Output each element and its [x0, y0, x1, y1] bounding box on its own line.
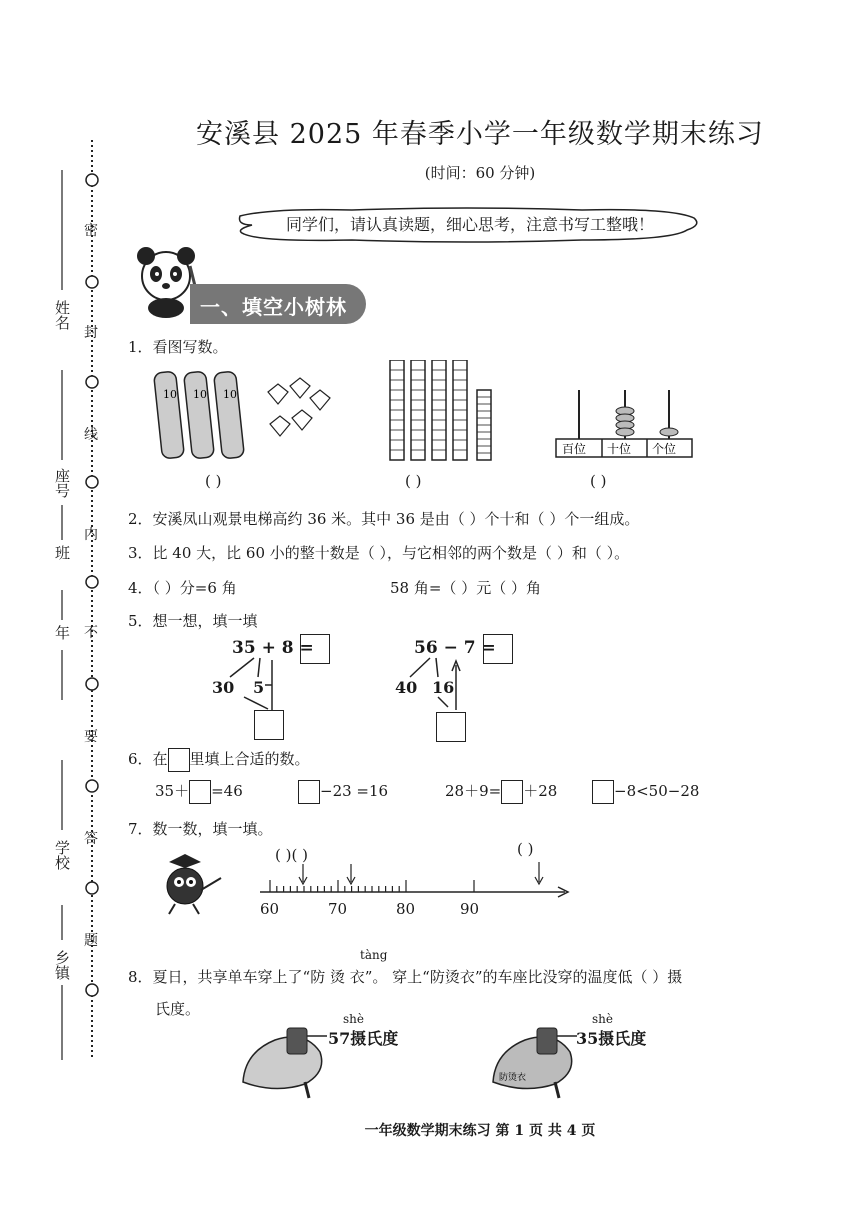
tube-label: 10 [193, 388, 207, 401]
time-limit: (时间：60 分钟) [424, 164, 536, 182]
q1-answer-blank[interactable]: ( ) [405, 472, 422, 490]
q6-item [155, 780, 243, 804]
section-heading [190, 284, 366, 324]
place-hundreds: 百位 [562, 442, 587, 456]
township-label: 乡镇 [53, 950, 71, 980]
q5-eq1: 35 + 8 = [232, 638, 314, 658]
seal-char: 线 [84, 427, 98, 443]
cube-rods-figure [385, 360, 495, 464]
q5-eq2-split-a: 40 [395, 678, 418, 697]
q6-prompt [128, 748, 310, 772]
page-footer: 一年级数学期末练习 第 1 页 共 4 页 [364, 1123, 596, 1139]
badminton-tubes-figure [150, 362, 350, 462]
q3-text[interactable]: 3．比 40 大，比 60 小的整十数是（ ），与它相邻的两个数是（ ）和（ ）。 [128, 544, 630, 562]
grade-label: 年 [53, 625, 71, 640]
class-label: 班 [53, 545, 71, 560]
q6-answer-box[interactable] [298, 780, 320, 804]
q2-text[interactable]: 2．安溪凤山观景电梯高约 36 米。其中 36 是由（ ）个十和（ ）个一组成。 [128, 510, 640, 528]
q6-item [445, 780, 557, 804]
pinyin-she: shè [343, 1012, 364, 1026]
temperature-with-cover: 35摄氏度 [576, 1029, 647, 1048]
q1-answer-blank[interactable]: ( ) [205, 472, 222, 490]
q6-answer-box[interactable] [189, 780, 211, 804]
q6-prompt-pre: 6．在 [128, 750, 168, 768]
tick-label: 90 [460, 900, 480, 918]
tick-label: 70 [328, 900, 348, 918]
q6-item-post: −8<50−28 [614, 782, 700, 800]
seal-char: 密 [84, 223, 98, 239]
q6-item-post: ＋28 [523, 782, 558, 800]
q6-item-pre: 35＋ [155, 782, 190, 800]
seal-char: 答 [84, 831, 98, 847]
q4-part2[interactable]: 58 角=（ ）元（ ）角 [390, 579, 541, 597]
name-label: 姓名 [53, 300, 71, 330]
seal-char: 要 [84, 729, 98, 745]
seat-cover-label: 防烫衣 [499, 1073, 527, 1083]
q1-prompt: 1．看图写数。 [128, 338, 228, 356]
cartoon-teacher-icon [155, 848, 223, 920]
place-ones: 个位 [652, 442, 677, 456]
section-title: 一、填空小树林 [200, 295, 347, 319]
seat-number-label: 座号 [53, 468, 71, 498]
page-title: 安溪县 2025 年春季小学一年级数学期末练习 [196, 119, 764, 150]
school-label: 学校 [53, 840, 71, 870]
q1-answer-blank[interactable]: ( ) [590, 472, 607, 490]
tick-label: 60 [260, 900, 280, 918]
q7-prompt: 7．数一数，填一填。 [128, 820, 273, 838]
q5-eq1-split-a: 30 [212, 678, 235, 697]
seal-char: 不 [84, 625, 98, 641]
q5-eq2-branches [390, 655, 500, 715]
tick-label: 80 [396, 900, 416, 918]
place-tens: 十位 [607, 442, 632, 456]
q5-eq1-split-b: 5 [253, 678, 265, 697]
q5-prompt: 5．想一想，填一填 [128, 612, 258, 630]
q5-eq2-middle-box[interactable] [436, 712, 466, 742]
q8-line1[interactable]: 8．夏日，共享单车穿上了“防 烫 衣”。 穿上“防烫衣”的车座比没穿的温度低（ ）摄 [128, 968, 683, 986]
seal-char: 内 [84, 527, 98, 543]
q6-item [298, 780, 388, 804]
tube-label: 10 [223, 388, 237, 401]
pinyin-tang: tàng [360, 948, 388, 962]
q5-eq2-split-b: 16 [432, 678, 455, 697]
pinyin-she: shè [592, 1012, 613, 1026]
q6-prompt-post: 里填上合适的数。 [189, 750, 310, 768]
seal-char: 题 [84, 933, 98, 949]
number-line [255, 862, 575, 902]
q5-eq1-branches [200, 655, 310, 715]
q7-blank-pair[interactable]: ( )( ) [275, 846, 308, 864]
bike-seat-figure [235, 1022, 335, 1100]
q6-item-post: =46 [211, 782, 243, 800]
q7-blank-single[interactable]: ( ) [517, 840, 534, 858]
q6-answer-box[interactable] [592, 780, 614, 804]
q6-example-box [168, 748, 190, 772]
tube-label: 10 [163, 388, 177, 401]
q6-item-pre: 28＋9= [445, 782, 502, 800]
q6-item-post: −23 =16 [320, 782, 389, 800]
abacus-figure [555, 385, 695, 465]
q6-item [592, 780, 699, 804]
covered-bike-seat-figure [485, 1022, 585, 1100]
seal-char: 封 [84, 325, 98, 341]
q6-answer-box[interactable] [501, 780, 523, 804]
q4-part1[interactable]: 4．（ ）分=6 角 [128, 579, 237, 597]
temperature-without-cover: 57摄氏度 [328, 1029, 399, 1048]
q5-eq2: 56 − 7 = [414, 638, 496, 658]
q8-line2: 氏度。 [155, 1000, 201, 1018]
banner-text: 同学们，请认真读题，细心思考，注意书写工整哦！ [285, 215, 654, 234]
